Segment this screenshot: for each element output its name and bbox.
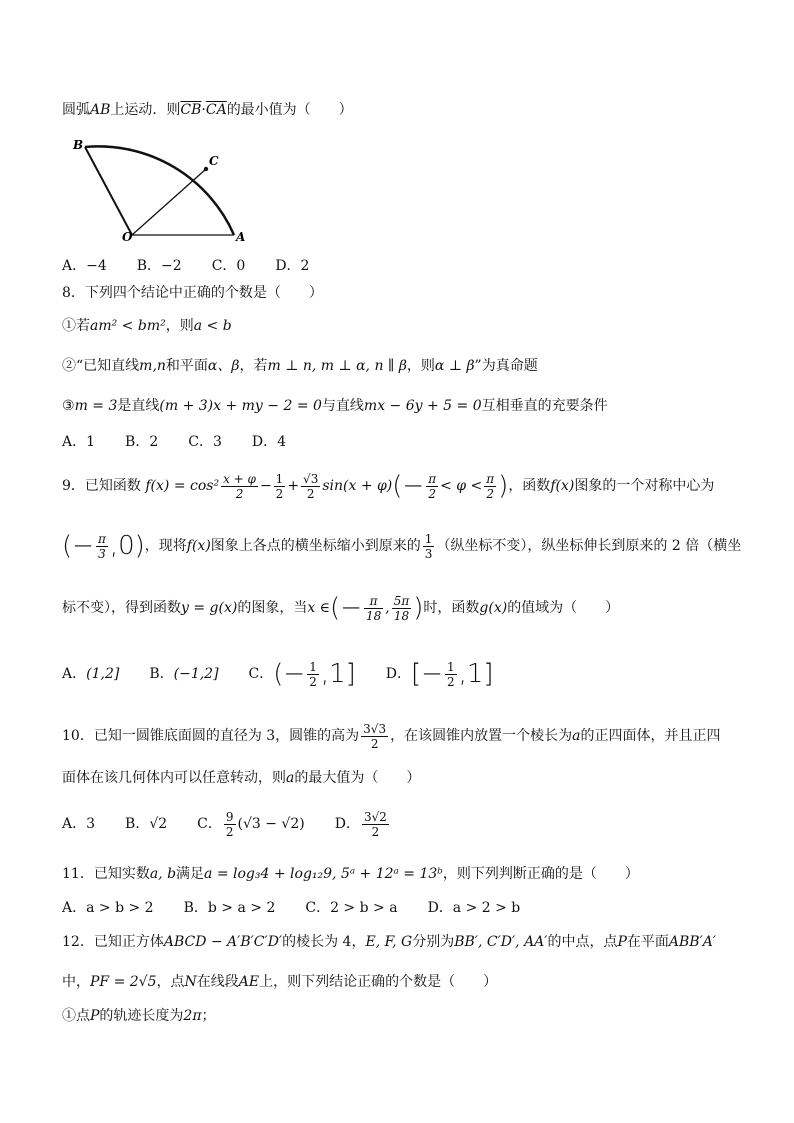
q9-option-c-open: (− — [273, 659, 306, 689]
label-a: A — [236, 230, 246, 244]
q9-option-c-den: 2 — [309, 674, 317, 689]
q8-option-a: A．1 — [62, 434, 96, 450]
q9-l3-frac1-num: π — [364, 594, 383, 609]
q9-option-c — [249, 654, 356, 694]
q9-line-1 — [62, 466, 714, 506]
q11-text1: 11．已知实数 — [62, 866, 150, 882]
q12-l3-math2: 2π — [183, 1008, 202, 1024]
q7-stem-prefix: 圆弧 — [62, 102, 90, 118]
segment-oc — [132, 169, 206, 235]
q11-option-d: D．a > 2 > b — [427, 900, 521, 916]
q9-l3-frac1-den: 18 — [365, 608, 382, 623]
q9-option-d-num: 1 — [446, 659, 455, 674]
q12-l1-math4: P — [617, 934, 627, 950]
q9-frac5-den: 2 — [486, 486, 495, 501]
q10-option-d — [335, 804, 391, 844]
q9-l3-math2: x ∈ — [307, 600, 331, 616]
q9-sin: sin(x + φ) — [322, 478, 393, 494]
q9-option-a — [62, 654, 119, 694]
q7-option-c: C．0 — [211, 258, 246, 274]
q7-stem — [62, 100, 353, 120]
q9-option-a-math: (1,2] — [86, 666, 120, 682]
q9-l3-close: ) — [413, 593, 424, 623]
q9-option-c-close: ,1] — [320, 659, 356, 689]
q9-line-3 — [62, 588, 619, 628]
q12-l2-text1: 中， — [62, 974, 90, 990]
q9-l2-frac2 — [423, 532, 435, 561]
q10-l2-math: a — [286, 770, 295, 786]
q8-item3-mid1: 是直线 — [117, 398, 160, 414]
q12-l1-text3: 分别为 — [412, 934, 455, 950]
q9-frac-5 — [484, 472, 496, 501]
q11-math2: a = log₃4 + log₁₂9, 5ᵃ + 12ᵃ = 13ᵇ — [204, 866, 443, 882]
q9-l3-math3: g(x) — [479, 600, 508, 616]
q10-l1-text3: 的正四面体，并且正四 — [580, 728, 721, 744]
q12-l2-text3: 在线段 — [196, 974, 239, 990]
q7-options — [62, 256, 339, 276]
q12-l2-math2: N — [184, 974, 197, 990]
q9-line-2 — [62, 526, 741, 566]
q7-sector-figure — [60, 135, 260, 250]
label-o: O — [122, 230, 133, 244]
q10-option-a: A．3 — [62, 816, 96, 832]
q12-l1-text5: 在平面 — [626, 934, 669, 950]
q9-frac-4 — [426, 472, 438, 501]
q9-options — [62, 654, 524, 694]
q8-item2-suffix: ”为真命题 — [474, 358, 538, 374]
q7-option-b: B．−2 — [136, 258, 182, 274]
q10-option-c — [197, 804, 305, 844]
q12-l3-math1: P — [90, 1008, 100, 1024]
q9-option-b-math: (−1,2] — [173, 666, 219, 682]
q12-l1-math3: BB′, C′D′, AA′ — [454, 934, 548, 950]
q8-item2-math4: α ⊥ β — [434, 358, 475, 374]
q8-item3-prefix: ③ — [62, 398, 75, 414]
q10-options — [62, 804, 421, 844]
q7-dot: · — [201, 102, 206, 118]
q11-option-a: A．a > b > 2 — [62, 900, 154, 916]
q9-option-d-den: 2 — [446, 674, 455, 689]
q8-item2-mid3: ，则 — [406, 358, 435, 374]
q11-stem — [62, 864, 639, 884]
q9-cond-open: (− — [392, 471, 425, 501]
q9-tail2: 图象的一个对称中心为 — [574, 478, 715, 494]
q8-item-3 — [62, 396, 608, 416]
q9-l2-frac-den: 3 — [98, 546, 106, 561]
q9-l3-text3: 时，函数 — [423, 600, 480, 616]
q12-l1-text1: 12．已知正方体 — [62, 934, 164, 950]
q9-minus: − — [259, 478, 272, 494]
q12-line-3 — [62, 1006, 216, 1026]
q9-frac4-num: π — [428, 471, 437, 486]
q8-item2-mid2: ，若 — [239, 358, 268, 374]
q9-option-d-label: D． — [385, 666, 412, 682]
q12-l2-math1: PF = 2√5 — [90, 974, 157, 990]
q11-option-c: C．2 > b > a — [305, 900, 398, 916]
q7-vector-cb: $\overline{CB}$ — [180, 102, 202, 118]
q8-item2-prefix: ②“已知直线 — [62, 358, 140, 374]
q10-option-c-post: (√3 − √2) — [237, 816, 305, 832]
q9-option-d-close: ,1] — [458, 659, 494, 689]
q9-option-c-label: C． — [248, 666, 274, 682]
q9-l3-comma: , — [385, 600, 390, 616]
q8-item-2 — [62, 356, 538, 376]
q9-l3-open: (− — [330, 593, 362, 623]
q8-item3-math3: mx − 6y + 5 = 0 — [363, 398, 482, 414]
q7-stem-suffix: 的最小值为（ ） — [226, 102, 353, 118]
q9-l2-text2: 图象上各点的横坐标缩小到原来的 — [210, 538, 421, 554]
q11-math1: a, b — [149, 866, 177, 882]
q9-function: f(x) = cos² — [145, 478, 220, 494]
q10-option-c-label: C． — [197, 816, 222, 832]
q9-cond-close: ) — [498, 471, 509, 501]
q10-height-frac — [361, 722, 388, 751]
q8-item-1 — [62, 316, 232, 336]
q11-options — [62, 898, 550, 918]
q9-l2-math1: f(x) — [186, 538, 211, 554]
q9-frac1-den: 2 — [235, 486, 244, 501]
q12-l1-text2: 的棱长为 4， — [282, 934, 366, 950]
q12-l1-text4: 的中点，点 — [547, 934, 618, 950]
q10-l2-text1: 面体在该几何体内可以任意转动，则 — [62, 770, 286, 786]
q12-l3-text3: ； — [201, 1008, 216, 1024]
q9-l3-frac2 — [392, 594, 412, 623]
q10-option-d-num: 3√2 — [363, 809, 387, 824]
q8-item2-math2: α、β — [207, 358, 240, 374]
q8-stem: 8．下列四个结论中正确的个数是（ ） — [62, 285, 323, 301]
q9-l3-text4: 的值域为（ ） — [507, 600, 620, 616]
label-b: B — [73, 138, 84, 152]
q9-frac5-num: π — [486, 471, 495, 486]
q10-option-c-frac — [224, 810, 236, 839]
q8-item1-math2: a < b — [193, 318, 232, 334]
q9-frac4-den: 2 — [428, 486, 436, 501]
q7-option-a: A．−4 — [62, 258, 107, 274]
q10-option-d-frac — [362, 810, 389, 839]
q10-frac-den: 2 — [370, 736, 379, 751]
q8-item1-prefix: ①若 — [62, 318, 90, 334]
q8-item3-math2: (m + 3)x + my − 2 = 0 — [159, 398, 322, 414]
q10-option-c-den: 2 — [225, 824, 234, 839]
q9-l2-frac — [96, 532, 108, 561]
q12-l1-math2: E, F, G — [365, 934, 413, 950]
q10-l1-text2: ，在该圆锥内放置一个棱长为 — [390, 728, 573, 744]
q7-stem-mid: 上运动．则 — [110, 102, 181, 118]
q12-l2-text2: ，点 — [156, 974, 185, 990]
q11-text3: ，则下列判断正确的是（ ） — [442, 866, 639, 882]
q9-l3-math1: y = g(x) — [181, 600, 238, 616]
q7-arc-label: AB — [90, 102, 111, 118]
q8-item2-math1: m,n — [139, 358, 166, 374]
q12-line-2 — [62, 972, 497, 992]
q12-l1-math1: ABCD − A′B′C′D′ — [163, 934, 283, 950]
q7-option-d: D．2 — [275, 258, 310, 274]
q9-tail1-math: f(x) — [550, 478, 575, 494]
q9-frac-2 — [274, 472, 286, 501]
q9-frac2-den: 2 — [275, 486, 284, 501]
q9-option-a-label: A． — [62, 666, 87, 682]
q9-option-b — [149, 654, 218, 694]
q9-option-b-label: B． — [149, 666, 174, 682]
segment-ob — [85, 147, 132, 235]
q9-l3-text1: 标不变），得到函数 — [62, 600, 181, 616]
q9-l3-frac2-num: 5π — [393, 593, 410, 608]
q9-frac3-den: 2 — [306, 486, 315, 501]
q9-l2-frac2-den: 3 — [424, 546, 433, 561]
q9-l2-frac2-num: 1 — [424, 531, 433, 546]
q8-item2-mid1: 和平面 — [165, 358, 208, 374]
q9-frac1-num: x + φ — [223, 471, 256, 486]
q8-options — [62, 432, 316, 452]
q9-option-c-frac — [307, 660, 319, 689]
q9-option-c-num: 1 — [309, 659, 317, 674]
q10-frac-num: 3√3 — [363, 721, 387, 736]
q11-text2: 满足 — [176, 866, 205, 882]
q9-frac-1 — [221, 472, 258, 501]
q10-line-2 — [62, 768, 420, 788]
q12-l3-text2: 的轨迹长度为 — [99, 1008, 184, 1024]
q9-option-d-open: [− — [411, 659, 443, 689]
q9-option-d-frac — [445, 660, 457, 689]
q9-tail1: ，函数 — [508, 478, 551, 494]
q9-l2-close: ,0) — [109, 531, 145, 561]
q12-l3-text1: ①点 — [62, 1008, 90, 1024]
q8-option-d: D．4 — [251, 434, 286, 450]
point-c-dot — [204, 167, 208, 171]
q12-l2-text4: 上，则下列结论正确的个数是（ ） — [259, 974, 498, 990]
q9-number: 9．已知函数 — [62, 478, 141, 494]
q8-item2-math3: m ⊥ n, m ⊥ α, n ∥ β — [267, 358, 407, 374]
q9-l2-open: (− — [62, 531, 94, 561]
label-c: C — [209, 154, 219, 168]
q9-l2-text3: （纵坐标不变），纵坐标伸长到原来的 2 倍（横坐 — [436, 538, 742, 554]
q10-l1-text1: 10．已知一圆锥底面圆的直径为 3，圆锥的高为 — [62, 728, 360, 744]
q9-frac3-num: √3 — [303, 471, 319, 486]
q8-option-b: B．2 — [125, 434, 159, 450]
q9-frac2-num: 1 — [275, 471, 284, 486]
q9-cond-mid: < φ < — [440, 478, 483, 494]
q9-frac-3 — [301, 472, 320, 501]
q8-item3-suffix: 互相垂直的充要条件 — [481, 398, 608, 414]
q10-option-d-label: D． — [334, 816, 360, 832]
q9-l3-text2: 的图象，当 — [237, 600, 308, 616]
q10-option-d-den: 2 — [371, 824, 380, 839]
q8-item1-math: am² < bm² — [90, 318, 166, 334]
q8-item3-mid2: 与直线 — [321, 398, 364, 414]
q10-line-1 — [62, 716, 720, 756]
q12-l1-math5: ABB′A′ — [668, 934, 717, 950]
q9-plus: + — [287, 478, 300, 494]
q11-option-b: B．b > a > 2 — [183, 900, 276, 916]
q9-l2-frac-num: π — [97, 531, 106, 546]
q9-l3-frac2-den: 18 — [393, 608, 410, 623]
q9-l3-frac1 — [364, 594, 383, 623]
q9-option-d — [386, 654, 494, 694]
q8-item1-mid: ，则 — [165, 318, 194, 334]
q12-l2-math3: AE — [238, 974, 260, 990]
q10-option-c-num: 9 — [225, 809, 234, 824]
q10-l1-math: a — [572, 728, 581, 744]
q8-item3-math1: m = 3 — [74, 398, 118, 414]
q12-line-1 — [62, 932, 716, 952]
q10-option-b: B．√2 — [125, 816, 168, 832]
q10-l2-text2: 的最大值为（ ） — [294, 770, 421, 786]
q7-vector-ca: $\overline{CA}$ — [205, 102, 227, 118]
q8-option-c: C．3 — [188, 434, 222, 450]
q9-l2-text1: ，现将 — [144, 538, 187, 554]
